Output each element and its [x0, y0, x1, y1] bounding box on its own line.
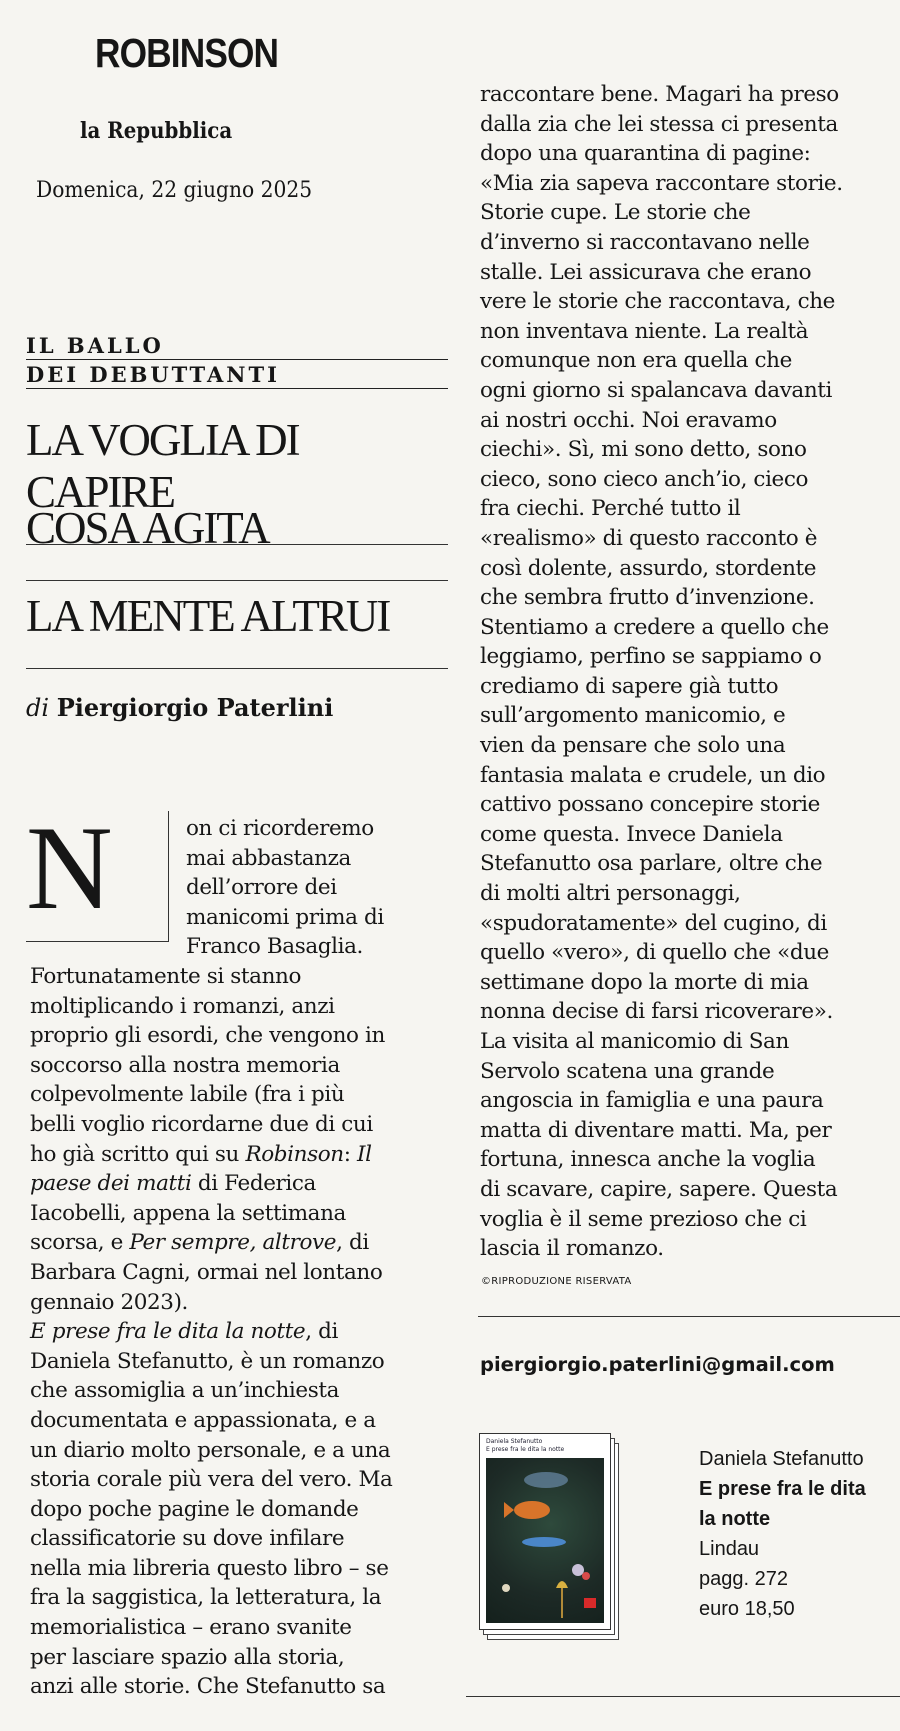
text-line: scorsa, e Per sempre, altrove, di — [30, 1230, 369, 1256]
text-line: come questa. Invece Daniela — [480, 821, 783, 847]
text-line: documentata e appassionata, e a — [30, 1407, 376, 1433]
issue-date: Domenica, 22 giugno 2025 — [36, 178, 313, 203]
text-line: raccontare bene. Magari ha preso — [480, 82, 839, 107]
text-line: nella mia libreria questo libro – se — [30, 1555, 389, 1581]
text-line: proprio gli esordi, che vengono in — [30, 1023, 385, 1049]
text-line: leggiamo, perfino se sappiamo o — [480, 644, 822, 670]
text-line: classificatorie su dove infilare — [30, 1526, 345, 1552]
text-line: ciechi». Sì, mi sono detto, sono — [480, 437, 807, 463]
text-line: belli voglio ricordarne due di cui — [30, 1111, 373, 1137]
byline — [26, 693, 333, 722]
text-line: che sembra frutto d’invenzione. — [480, 585, 815, 611]
text-line: ogni giorno si spalancava davanti — [480, 377, 833, 403]
book-cover-image — [479, 1433, 611, 1630]
text-line: moltiplicando i romanzi, anzi — [30, 993, 335, 1019]
text-line: ho già scritto qui su Robinson: Il — [30, 1141, 372, 1167]
book-publisher: Lindau — [699, 1538, 760, 1560]
divider-top — [478, 1316, 900, 1317]
copyright-notice: ©RIPRODUZIONE RISERVATA — [481, 1276, 632, 1287]
text-line: matta di diventare matti. Ma, per — [480, 1117, 832, 1143]
book-price: euro 18,50 — [699, 1598, 795, 1620]
cover-author: Daniela Stefanutto — [486, 1438, 543, 1445]
text-line: un diario molto personale, e a una — [30, 1437, 391, 1463]
article-column-1-top — [186, 814, 384, 962]
text-line: fra ciechi. Perché tutto il — [480, 496, 741, 522]
text-line: che assomiglia a un’inchiesta — [30, 1378, 339, 1404]
text-line: dopo una quarantina di pagine: — [480, 141, 811, 167]
article-column-2 — [480, 80, 843, 1264]
text-line: paese dei matti di Federica — [30, 1171, 316, 1197]
text-line: di molti altri personaggi, — [480, 881, 741, 907]
text-line: «spudoratamente» del cugino, di — [480, 910, 827, 936]
text-line: fra la saggistica, la letteratura, la — [30, 1585, 382, 1611]
text-line: soccorso alla nostra memoria — [30, 1052, 340, 1078]
text-line: voglia è il seme prezioso che ci — [480, 1206, 807, 1232]
text-line: così dolente, assurdo, stordente — [480, 555, 817, 581]
text-line: Franco Basaglia. — [186, 934, 363, 960]
text-line: cattivo possano concepire storie — [480, 792, 820, 818]
book-pages: pagg. 272 — [699, 1568, 788, 1590]
text-line: fantasia malata e crudele, un dio — [480, 762, 826, 788]
text-line: gennaio 2023). — [30, 1289, 188, 1315]
text-line: manicomi prima di — [186, 904, 384, 930]
headline-line-3: LA MENTE ALTRUI — [26, 590, 448, 669]
text-line: cieco, sono cieco anch’io, cieco — [480, 466, 809, 492]
text-line: fortuna, innesca anche la voglia — [480, 1147, 816, 1173]
byline-prefix: di — [26, 694, 50, 722]
text-line: vere le storie che raccontava, che — [480, 289, 835, 315]
masthead-repubblica: la Repubblica — [80, 118, 233, 144]
byline-author: Piergiorgio Paterlini — [56, 693, 334, 722]
text-line: quello «vero», di quello che «due — [480, 940, 830, 966]
book-title-line-1: E prese fra le dita — [699, 1478, 866, 1500]
text-line: comunque non era quella che — [480, 348, 792, 374]
text-line: d’inverno si raccontavano nelle — [480, 229, 810, 255]
text-line: mai abbastanza — [186, 845, 351, 871]
headline-line-2: COSA AGITA — [26, 502, 448, 581]
author-email[interactable]: piergiorgio.paterlini@gmail.com — [480, 1353, 835, 1376]
text-line: Iacobelli, appena la settimana — [30, 1200, 346, 1226]
dropcap-letter: N — [26, 801, 113, 934]
text-line: sull’argomento manicomio, e — [480, 703, 786, 729]
book-title-line-2: la notte — [699, 1508, 771, 1530]
book-cover-stack — [479, 1433, 617, 1638]
text-line: colpevolmente labile (fra i più — [30, 1082, 345, 1108]
text-line: stalle. Lei assicurava che erano — [480, 259, 812, 285]
text-line: Stefanutto osa parlare, oltre che — [480, 851, 823, 877]
text-line: nonna decise di farsi ricoverare». — [480, 999, 833, 1025]
text-line: Barbara Cagni, ormai nel lontano — [30, 1259, 383, 1285]
book-info — [699, 1444, 866, 1624]
text-line: «Mia zia sapeva raccontare storie. — [480, 170, 843, 196]
column-title-line-2: DEI DEBUTTANTI — [26, 362, 448, 389]
text-line: «realismo» di questo racconto è — [480, 525, 818, 551]
text-line: vien da pensare che solo una — [480, 733, 786, 759]
article-column-1 — [30, 962, 392, 1702]
divider-bottom — [466, 1696, 900, 1697]
book-author: Daniela Stefanutto — [699, 1448, 864, 1470]
text-line: dell’orrore dei — [186, 875, 337, 901]
text-line: lascia il romanzo. — [480, 1236, 664, 1262]
masthead-robinson: ROBINSON — [95, 30, 279, 76]
text-line: Storie cupe. Le storie che — [480, 200, 751, 226]
text-line: angoscia in famiglia e una paura — [480, 1088, 824, 1114]
text-line: di scavare, capire, sapere. Questa — [480, 1176, 838, 1202]
text-line: dopo poche pagine le domande — [30, 1496, 359, 1522]
headline-line-1: LA VOGLIA DI CAPIRE — [26, 414, 448, 545]
cover-art — [486, 1458, 604, 1623]
text-line: E prese fra le dita la notte, di — [30, 1319, 338, 1345]
text-line: La visita al manicomio di San — [480, 1029, 789, 1054]
text-line: anzi alle storie. Che Stefanutto sa — [30, 1674, 386, 1700]
text-line: dalla zia che lei stessa ci presenta — [480, 111, 838, 137]
text-line: Fortunatamente si stanno — [30, 964, 302, 989]
text-line: on ci ricorderemo — [186, 816, 374, 841]
text-line: non inventava niente. La realtà — [480, 318, 809, 344]
text-line: memorialistica – erano svanite — [30, 1615, 352, 1641]
text-line: Servolo scatena una grande — [480, 1058, 775, 1084]
column-title-line-1: IL BALLO — [26, 333, 448, 360]
text-line: Daniela Stefanutto, è un romanzo — [30, 1348, 385, 1374]
text-line: Stentiamo a credere a quello che — [480, 614, 829, 640]
cover-title: E prese fra le dita la notte — [486, 1446, 565, 1453]
text-line: per lasciare spazio alla storia, — [30, 1644, 345, 1670]
text-line: storia corale più vera del vero. Ma — [30, 1467, 393, 1493]
text-line: crediamo di sapere già tutto — [480, 673, 779, 699]
text-line: ai nostri occhi. Noi eravamo — [480, 407, 777, 433]
text-line: settimane dopo la morte di mia — [480, 969, 809, 995]
